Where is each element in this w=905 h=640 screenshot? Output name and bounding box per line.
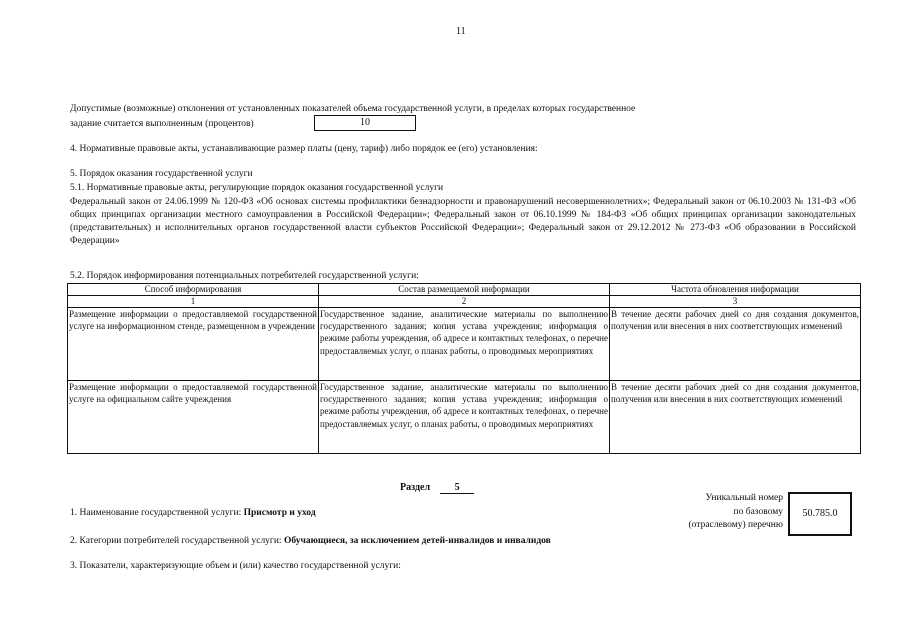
- unique-number-box: [788, 492, 852, 536]
- column-number: 2: [319, 296, 610, 308]
- unique-number-label: [600, 492, 783, 533]
- service-name-line: [70, 507, 316, 520]
- deviations-value: 10: [360, 117, 370, 128]
- consumers-line: [70, 535, 551, 548]
- table-number-row: [68, 296, 861, 308]
- service-name-value: Присмотр и уход: [243, 508, 316, 518]
- section-title: [400, 482, 474, 494]
- unique-number-line1: Уникальный номер: [705, 493, 783, 503]
- frequency-cell: В течение десяти рабочих дней со дня создания документов, получения или внесения в них соответствующих изменений: [610, 381, 861, 454]
- unique-number-value: 50.785.0: [802, 508, 838, 519]
- deviations-value-box: [314, 115, 416, 131]
- consumers-label: 2. Категории потребителей государственной услуги:: [70, 536, 282, 546]
- table-row: [68, 308, 861, 381]
- section51-heading: 5.1. Нормативные правовые акты, регулирующие порядок оказания государственной услуги: [70, 183, 444, 193]
- section5-heading: 5. Порядок оказания государственной услуги: [70, 169, 253, 179]
- column-number: 3: [610, 296, 861, 308]
- deviations-text-line1: Допустимые (возможные) отклонения от установленных показателей объема государственной услуги, в пределах которых государственное: [70, 104, 636, 114]
- table-row: [68, 381, 861, 454]
- header-method: Способ информирования: [68, 284, 319, 296]
- header-content: Состав размещаемой информации: [319, 284, 610, 296]
- laws-paragraph: Федеральный закон от 24.06.1999 № 120-ФЗ «Об основах системы профилактики безнадзорности и правонарушений несовершеннолетних»; Федеральный закон от 06.10.2003 № 131-ФЗ «Об общих принципах организации местного самоуправления в Российской Федерации»; Федеральный закон от 06.10.1999 № 184-ФЗ «Об общих принципах организации законодательных (представительных) и исполнительных органов государственной власти субъектов Российской Федерации»; Федеральный закон от 29.12.2012 № 273-ФЗ «Об образовании в Российской Федерации»: [70, 197, 856, 246]
- header-frequency: Частота обновления информации: [610, 284, 861, 296]
- indicators-heading: 3. Показатели, характеризующие объем и (или) качество государственной услуги:: [70, 561, 401, 571]
- section4-heading: 4. Нормативные правовые акты, устанавливающие размер платы (цену, тариф) либо порядок ее (его) установления:: [70, 144, 538, 154]
- information-table: [67, 283, 861, 454]
- table-header-row: [68, 284, 861, 296]
- section52-heading: 5.2. Порядок информирования потенциальных потребителей государственной услуги:: [70, 271, 419, 281]
- page-number: 11: [456, 26, 466, 37]
- service-name-label: 1. Наименование государственной услуги:: [70, 508, 242, 518]
- column-number: 1: [68, 296, 319, 308]
- section-label: Раздел: [400, 482, 431, 493]
- section-number: 5: [440, 482, 474, 494]
- unique-number-line3: (отраслевому) перечню: [688, 520, 783, 530]
- consumers-value: Обучающиеся, за исключением детей-инвалидов и инвалидов: [283, 536, 551, 546]
- content-cell: Государственное задание, аналитические материалы по выполнению государственного задания; копия устава учреждения; информация о режиме работы учреждения, об адресе и контактных телефонах, о перечне предоставляемых услуг, о планах работы, о проводимых мероприятиях: [319, 308, 610, 381]
- method-cell: Размещение информации о предоставляемой государственной услуге на официальном сайте учреждения: [68, 381, 319, 454]
- content-cell: Государственное задание, аналитические материалы по выполнению государственного задания; копия устава учреждения; информация о режиме работы учреждения, об адресе и контактных телефонах, о перечне предоставляемых услуг, о планах работы, о проводимых мероприятиях: [319, 381, 610, 454]
- frequency-cell: В течение десяти рабочих дней со дня создания документов, получения или внесения в них соответствующих изменений: [610, 308, 861, 381]
- deviations-text-line2: задание считается выполненным (процентов): [70, 119, 254, 129]
- method-cell: Размещение информации о предоставляемой государственной услуге на информационном стенде, размещенном в учреждении: [68, 308, 319, 381]
- unique-number-line2: по базовому: [733, 506, 783, 517]
